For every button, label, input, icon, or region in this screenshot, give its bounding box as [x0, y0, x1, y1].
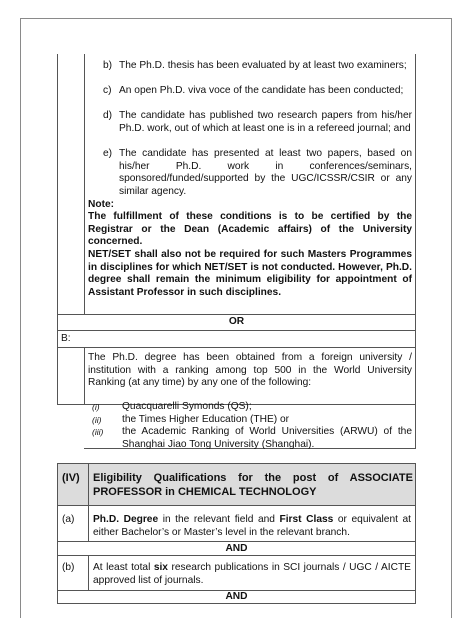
list-marker-d: d)	[103, 110, 113, 121]
list-item-d: The candidate has published two research papers from his/her Ph.D. work, out of which at least one is in a refereed journal; and	[119, 110, 412, 134]
row-b-pre: At least total	[93, 562, 154, 573]
note-paragraph-1: The fulfillment of these conditions is to be certified by the Registrar or the Dean (Academic affairs) of the University concerned.	[88, 211, 412, 248]
list-marker-e: e)	[103, 148, 113, 159]
upper-table-right-border	[415, 54, 416, 448]
row-a-text	[93, 514, 411, 539]
ranking-item-the: the Times Higher Education (THE) or	[122, 414, 290, 425]
lower-rule-a	[57, 541, 416, 542]
option-b-label: B:	[61, 333, 71, 344]
row-b-text	[93, 562, 411, 587]
ranking-marker-3: (iii)	[92, 427, 104, 437]
row-a-label: (a)	[62, 514, 75, 525]
row-b-label: (b)	[62, 562, 75, 573]
foreign-degree-paragraph: The Ph.D. degree has been obtained from a foreign university / institution with a ranking among top 500 in the World University Ranking (at any time) by any one of the following:	[88, 352, 412, 389]
upper-table-left-border	[57, 54, 58, 404]
ranking-item-qs: Quacquarelli Symonds (QS);	[122, 401, 252, 412]
list-item-e: The candidate has presented at least two papers, based on his/her Ph.D. work in conferences/seminars, sponsored/funded/supported by the UGC/ICSSR/CSIR or any similar agency.	[119, 148, 412, 197]
list-item-b: The Ph.D. thesis has been evaluated by at least two examiners;	[119, 60, 407, 71]
row-b-rest: research publications in SCI journals / UGC / AICTE approved list of journals.	[93, 562, 411, 586]
row-rule-or-top	[57, 314, 416, 315]
ranking-marker-1: (i)	[92, 402, 100, 412]
or-separator: OR	[228, 316, 245, 327]
lower-table-left-border	[57, 463, 58, 604]
phd-degree-emphasis: Ph.D. Degree	[93, 514, 159, 525]
and-separator: AND	[225, 543, 248, 554]
list-marker-b: b)	[103, 60, 113, 71]
ranking-item-arwu: the Academic Ranking of World Universities (ARWU) of the Shanghai Jiao Tong University (Shanghai).	[122, 426, 412, 450]
lower-table-top	[57, 463, 416, 464]
note-label: Note:	[88, 199, 115, 210]
lower-table-divider-2	[88, 555, 89, 590]
list-marker-c: c)	[103, 85, 112, 96]
section-title: Eligibility Qualifications for the post of ASSOCIATE PROFESSOR in CHEMICAL TECHNOLOGY	[93, 472, 413, 498]
row-a-mid: in the relevant field and	[158, 514, 280, 525]
lower-table-divider-1	[88, 463, 89, 541]
first-class-emphasis: First Class	[279, 514, 334, 525]
section-number: (IV)	[62, 472, 80, 484]
ranking-marker-2: (ii)	[92, 415, 102, 425]
lower-rule-header	[57, 505, 416, 506]
upper-table-divider	[84, 54, 85, 314]
upper-table-divider-lower	[84, 347, 85, 404]
row-a-rest: or equivalent at either Bachelor’s or Master’s level in the relevant branch.	[93, 514, 411, 538]
lower-table-right-border	[415, 463, 416, 604]
six-emphasis: six	[153, 562, 168, 573]
list-item-c: An open Ph.D. viva voce of the candidate has been conducted;	[119, 85, 404, 96]
note-paragraph-2: NET/SET shall also not be required for such Masters Programmes in disciplines for which NET/SET is not conducted. However, Ph.D. degree shall remain the minimum eligibility for appointment of Assistant Professor in such disciplines.	[88, 249, 412, 298]
and-separator-2: AND	[225, 591, 248, 602]
row-rule-b	[57, 347, 416, 348]
row-rule-or-bottom	[57, 330, 416, 331]
